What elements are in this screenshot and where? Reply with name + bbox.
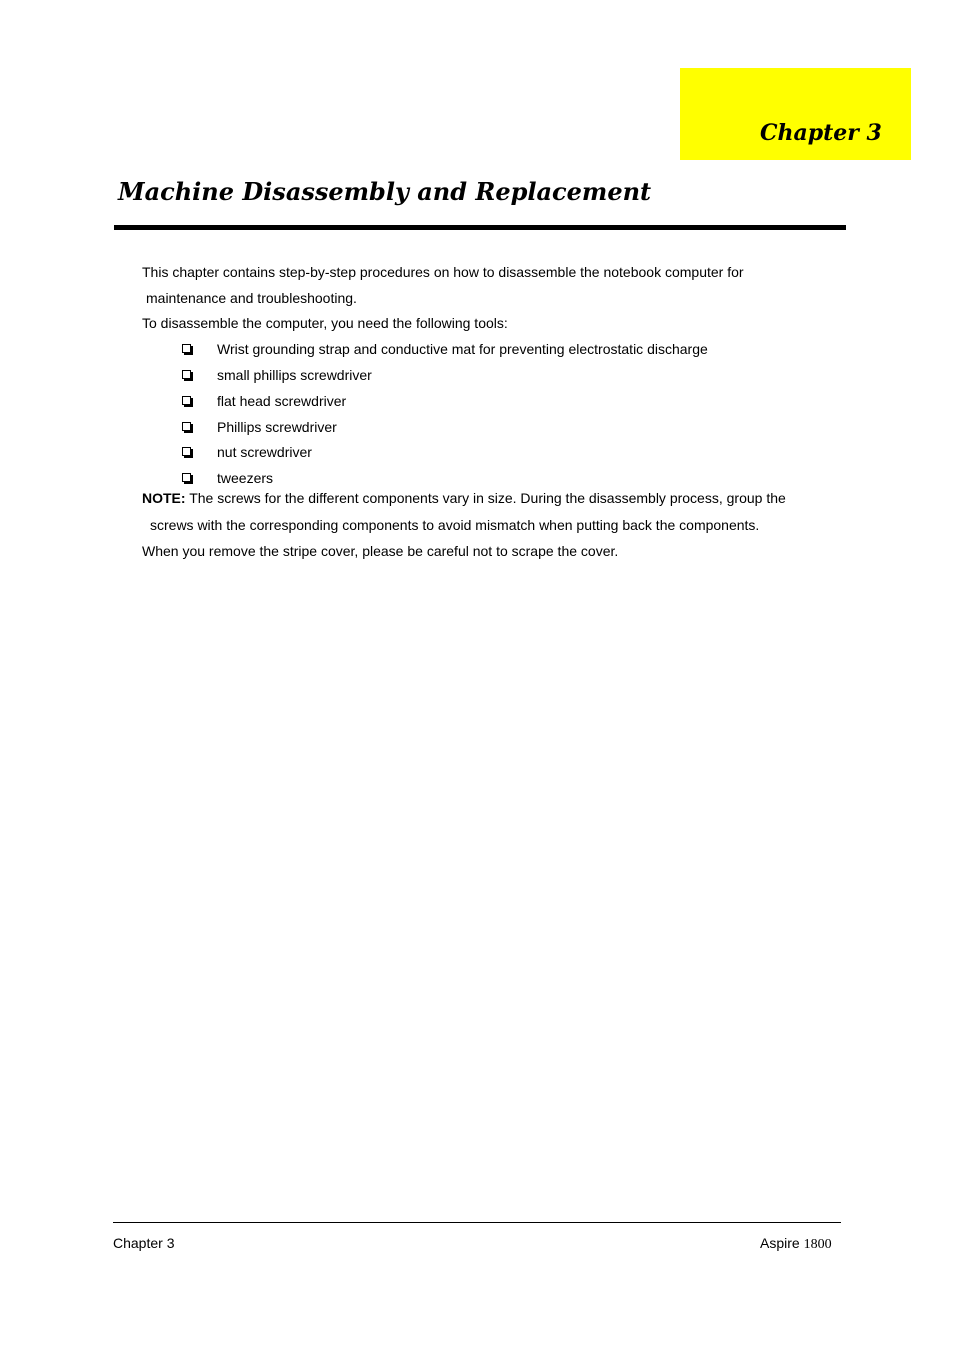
footer-product <box>760 1234 832 1254</box>
page-title: Machine Disassembly and Replacement <box>118 177 652 206</box>
footer-chapter: Chapter 3 <box>113 1235 175 1251</box>
checkbox-bullet-icon <box>182 422 191 431</box>
intro-paragraph-line-1: This chapter contains step-by-step procedures on how to disassemble the notebook computer for <box>142 264 744 280</box>
tool-label: flat head screwdriver <box>217 393 347 409</box>
checkbox-bullet-icon <box>182 370 191 379</box>
footer-divider <box>113 1222 841 1223</box>
checkbox-bullet-icon <box>182 344 191 353</box>
tool-label: Wrist grounding strap and conductive mat for preventing electrostatic discharge <box>217 341 708 357</box>
intro-paragraph-line-2: maintenance and troubleshooting. <box>146 290 357 306</box>
footer-brand: Aspire <box>760 1235 800 1251</box>
tool-label: Phillips screwdriver <box>217 419 337 435</box>
note-line-1 <box>142 489 786 507</box>
checkbox-bullet-icon <box>182 447 191 456</box>
chapter-label: Chapter 3 <box>760 120 882 146</box>
tool-label: small phillips screwdriver <box>217 367 372 383</box>
stripe-cover-note: When you remove the stripe cover, please be careful not to scrape the cover. <box>142 543 619 559</box>
checkbox-bullet-icon <box>182 396 191 405</box>
tool-label: nut screwdriver <box>217 444 312 460</box>
title-divider <box>114 225 846 230</box>
note-label: NOTE: <box>142 490 186 506</box>
footer-model: 1800 <box>803 1237 832 1252</box>
checkbox-bullet-icon <box>182 473 191 482</box>
note-text: The screws for the different components vary in size. During the disassembly process, group the <box>189 490 786 506</box>
note-line-2: screws with the corresponding components to avoid mismatch when putting back the components. <box>150 517 760 533</box>
tool-label: tweezers <box>217 470 274 486</box>
tools-intro: To disassemble the computer, you need the following tools: <box>142 315 508 331</box>
